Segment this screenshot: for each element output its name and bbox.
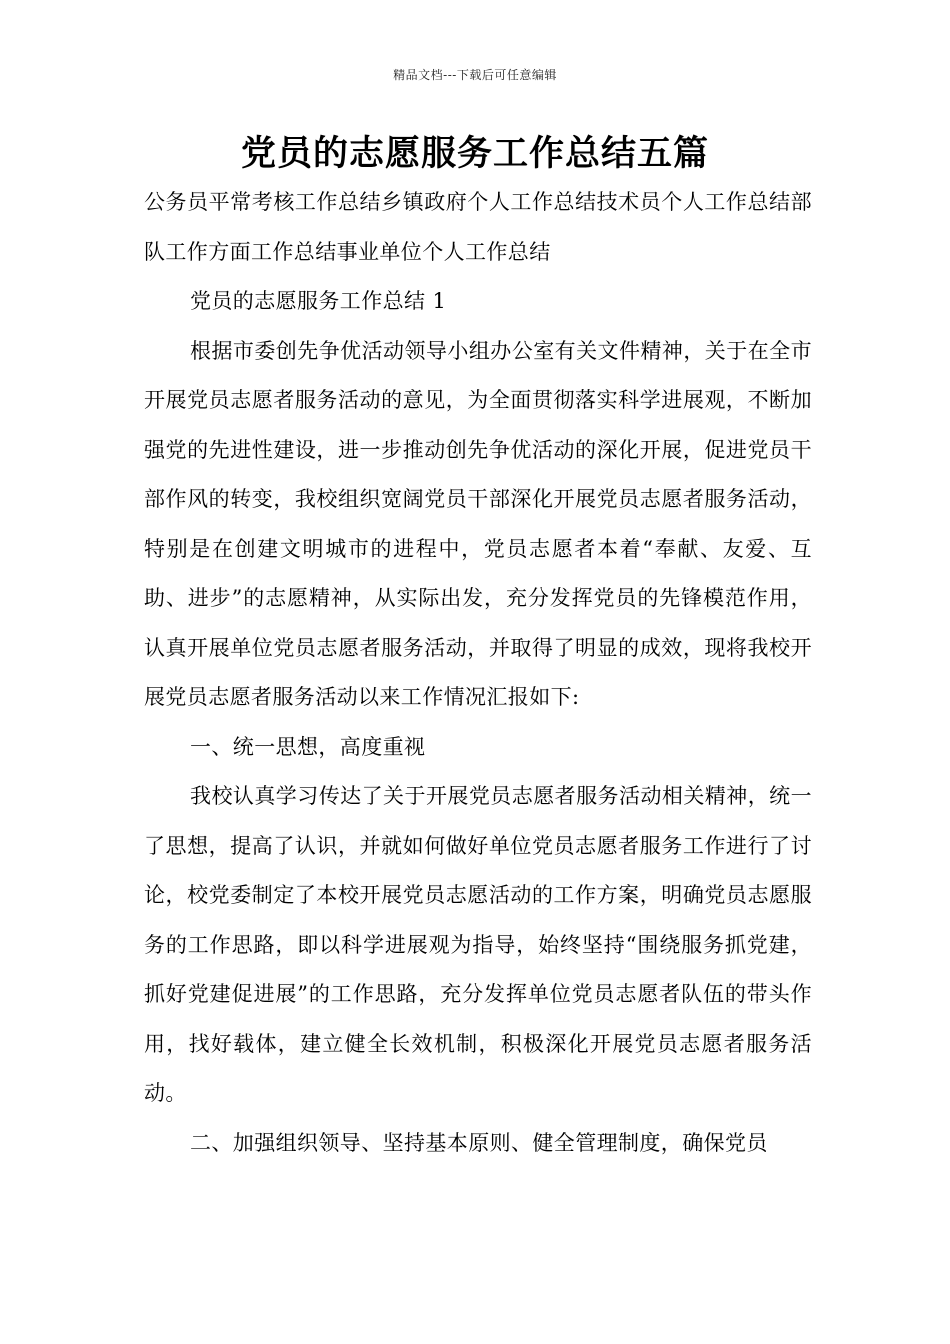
document-title: 党员的志愿服务工作总结五篇 xyxy=(240,133,709,174)
section-heading-1: 一、统一思想，高度重视 xyxy=(190,734,426,759)
body-paragraph-1: 根据市委创先争优活动领导小组办公室有关文件精神，关于在全市开展党员志愿者服务活动的意见，为全面贯彻落实科学进展观，不断加强党的先进性建设，进一步推动创先争优活动的深化开展，促进党员干部作风的转变，我校组织宽阔党员干部深化开展党员志愿者服务活动，特别是在创建文明城市的进程中，党员志愿者本着“奉献、友爱、互助、进步”的志愿精神，从实际出发，充分发挥党员的先锋模范作用，认真开展单位党员志愿者服务活动，并取得了明显的成效，现将我校开展党员志愿者服务活动以来工作情况汇报如下: xyxy=(144,338,812,709)
body-paragraph-2: 我校认真学习传达了关于开展党员志愿者服务活动相关精神，统一了思想，提高了认识，并就如何做好单位党员志愿者服务工作进行了讨论，校党委制定了本校开展党员志愿活动的工作方案，明确党员志愿服务的工作思路，即以科学进展观为指导，始终坚持“围绕服务抓党建，抓好党建促进展”的工作思路，充分发挥单位党员志愿者队伍的带头作用，找好载体，建立健全长效机制，积极深化开展党员志愿者服务活动。 xyxy=(144,784,812,1105)
header-note: 精品文档---下载后可任意编辑 xyxy=(393,68,557,82)
document-body xyxy=(144,178,812,1168)
section-title: 党员的志愿服务工作总结 1 xyxy=(190,289,447,313)
intro-paragraph: 公务员平常考核工作总结乡镇政府个人工作总结技术员个人工作总结部队工作方面工作总结事业单位个人工作总结 xyxy=(144,190,812,264)
section-heading-2: 二、加强组织领导、坚持基本原则、健全管理制度，确保党员 xyxy=(190,1130,768,1155)
